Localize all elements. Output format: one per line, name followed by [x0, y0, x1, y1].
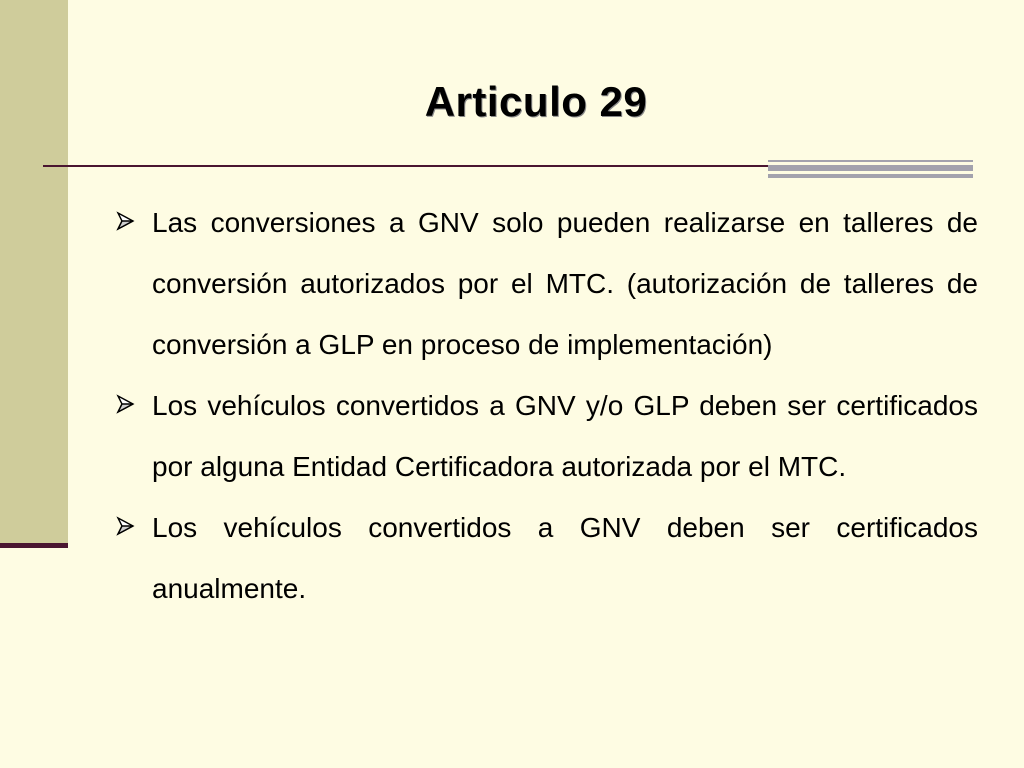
bullet-item-1	[110, 192, 978, 375]
slide-title: Articulo 29	[424, 78, 648, 125]
left-strip-underline	[0, 543, 68, 548]
title-accent-bar	[768, 160, 973, 178]
chevron-arrow-bullet-icon	[116, 192, 138, 253]
bullet-text: Las conversiones a GNV solo pueden realizarse en talleres de conversión autorizados por el MTC. (autorización de talleres de conversión a GLP en proceso de implementación)	[152, 207, 978, 360]
bullet-text: Los vehículos convertidos a GNV y/o GLP deben ser certificados por alguna Entidad Certificadora autorizada por el MTC.	[152, 390, 978, 482]
bullet-item-2	[110, 375, 978, 497]
bullet-list	[110, 192, 978, 619]
bullet-item-3	[110, 497, 978, 619]
chevron-arrow-bullet-icon	[116, 375, 138, 436]
chevron-arrow-bullet-icon	[116, 497, 138, 558]
bullet-text: Los vehículos convertidos a GNV deben ser certificados anualmente.	[152, 512, 978, 604]
